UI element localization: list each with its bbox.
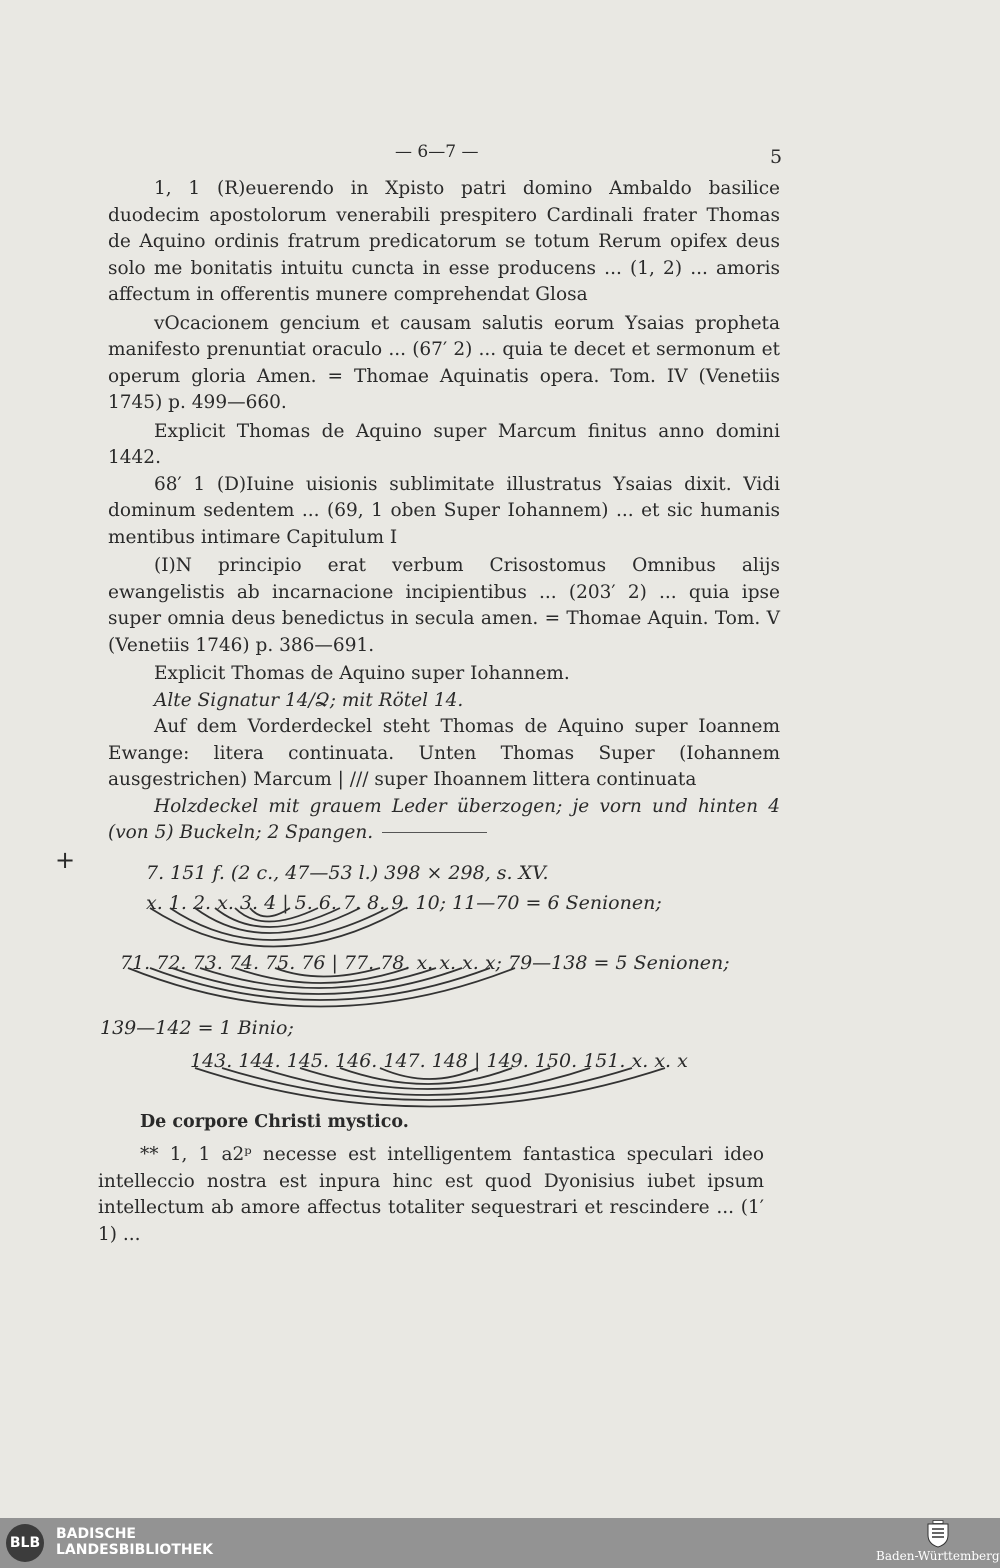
paragraph-4: 68′ 1 (D)Iuine uisionis sublimitate illustratus Ysaias dixit. Vidi dominum sedentem ... (69, 1 oben Super Iohannem) ... et sic humanis mentibus intimare Capitulum I bbox=[108, 473, 780, 548]
section-paragraph: ** 1, 1 a2ᵖ necesse est intelligentem fantastica speculari ideo intelleccio nostra est inpura hinc est quod Dyonisius iubet ipsum intellectum ab amore affectus totaliter sequestrari et rescindere ... (1′ 1) ... bbox=[98, 1144, 764, 1245]
quire-arc bbox=[340, 1068, 512, 1084]
paragraph-3: Explicit Thomas de Aquino super Marcum finitus anno domini 1442. bbox=[108, 420, 780, 468]
quire-arc bbox=[275, 968, 380, 977]
collation-line-1: x. 1. 2. x. 3. 4 | 5. 6. 7. 8. 9. 10; 11—70 = 6 Senionen; bbox=[146, 892, 662, 914]
blb-logo-icon[interactable]: BLB bbox=[6, 1524, 44, 1562]
paragraph-7: Alte Signatur 14/Ձ; mit Rötel 14. bbox=[154, 689, 464, 711]
section-body bbox=[98, 1142, 764, 1248]
collation-line-4: 143. 144. 145. 146. 147. 148 | 149. 150. 151. x. x. x bbox=[190, 1050, 688, 1072]
entry-7-heading: 7. 151 f. (2 c., 47—53 l.) 398 × 298, s. XV. bbox=[146, 862, 549, 884]
section-heading: De corpore Christi mystico. bbox=[140, 1112, 409, 1132]
library-name-line-1: BADISCHE bbox=[56, 1526, 136, 1542]
state-coat-of-arms-icon bbox=[925, 1520, 951, 1548]
library-name-line-2: LANDESBIBLIOTHEK bbox=[56, 1542, 214, 1558]
collation-line-3: 139—142 = 1 Binio; bbox=[100, 1017, 294, 1039]
state-name: Baden-Württemberg bbox=[876, 1549, 1000, 1563]
paragraph-5: (I)N principio erat verbum Crisostomus Omnibus alijs ewangelistis ab incarnacione incipientibus ... (203′ 2) ... quia ipse super omnia deus benedictus in secula amen. = Thomae Aquin. Tom. V (Venetiis 1746) p. 386—691. bbox=[108, 555, 780, 656]
margin-plus-mark: + bbox=[55, 846, 76, 874]
paragraph-8: Auf dem Vorderdeckel steht Thomas de Aquino super Ioannem Ewange: litera continuata. Unten Thomas Super (Iohannem ausgestrichen) Marcum | /// super Ihoannem littera continuata bbox=[108, 716, 780, 790]
page-number: 5 bbox=[770, 146, 783, 168]
paragraph-6: Explicit Thomas de Aquino super Iohannem. bbox=[154, 663, 570, 684]
quire-arc bbox=[380, 1068, 478, 1079]
paragraph-1: 1, 1 (R)euerendo in Xpisto patri domino Ambaldo basilice duodecim apostolorum venerabili prespitero Cardinali frater Thomas de Aquino ordinis fratrum predicatorum se totum Rerum opifex deus solo me bonitatis intuitu cuncta in esse producens ... (1, 2) ... amoris affectum in offerentis munere comprehendat Glosa bbox=[108, 178, 780, 305]
library-name bbox=[56, 1526, 213, 1558]
paragraph-9: Holzdeckel mit grauem Leder überzogen; je vorn und hinten 4 (von 5) Buckeln; 2 Spangen. bbox=[108, 795, 780, 843]
quire-arc bbox=[150, 968, 490, 1000]
folio-header: — 6—7 — bbox=[395, 142, 479, 162]
collation-line-2: 71. 72. 73. 74. 75. 76 | 77. 78. x. x. x. x; 79—138 = 5 Senionen; bbox=[120, 952, 730, 974]
paragraph-2: vOcacionem gencium et causam salutis eorum Ysaias propheta manifesto prenuntiat oraculo ... (67′ 2) ... quia te decet et sermonum et operum gloria Amen. = Thomae Aquinatis opera. Tom. IV (Venetiis 1745) p. 499—660. bbox=[108, 312, 780, 413]
quire-arc bbox=[235, 968, 408, 983]
library-footer-bar bbox=[0, 1518, 1000, 1568]
quire-arc bbox=[250, 908, 290, 917]
